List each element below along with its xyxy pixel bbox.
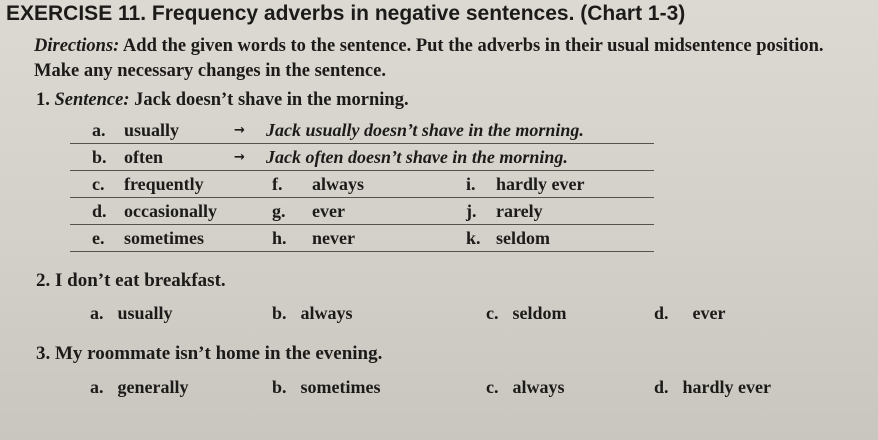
option-letter: b. [272,377,287,397]
example-a-letter: a. [92,120,106,140]
question-1-box [70,117,654,252]
question-2 [36,270,226,292]
word-letter: h. [272,228,287,248]
option [654,377,771,398]
arrow-icon: → [234,123,245,138]
word: occasionally [124,201,217,221]
question-2-text: I don’t eat breakfast. [55,270,226,291]
exercise-title: EXERCISE 11. Frequency adverbs in negative sentences. (Chart 1-3) [6,2,686,25]
option [90,303,173,324]
option-letter: a. [90,303,104,323]
option [272,303,353,324]
option-letter: d. [654,303,669,323]
example-b-letter: b. [92,147,107,167]
question-1-sentence [36,90,409,111]
example-row-a [70,117,654,144]
option-word: always [512,377,565,397]
option [654,303,725,324]
option-letter: b. [272,303,287,323]
option-word: sometimes [300,377,381,397]
word-letter: f. [272,174,283,194]
word: frequently [124,174,204,194]
option-word: ever [692,303,726,323]
directions-lead: Directions: [34,36,120,56]
example-a-word: usually [124,120,180,140]
question-1-text: Jack doesn’t shave in the morning. [129,90,409,110]
option-word: seldom [512,303,567,323]
example-b-answer: Jack often doesn’t shave in the morning. [266,147,568,167]
word-letter: j. [466,201,477,221]
option-letter: d. [654,377,669,397]
option [486,303,567,324]
example-row-b [70,144,654,171]
example-a-answer: Jack usually doesn’t shave in the morning. [266,120,584,140]
question-2-number: 2. [36,270,51,291]
arrow-icon: → [234,150,245,165]
option [90,377,188,398]
example-b-word: often [124,147,163,167]
option [272,377,381,398]
word-letter: c. [92,174,105,194]
word: ever [312,201,345,221]
option-word: generally [117,377,189,397]
option-letter: a. [90,377,104,397]
word-letter: e. [92,228,105,248]
word-letter: g. [272,201,286,221]
word-letter: i. [466,174,476,194]
directions-text: Add the given words to the sentence. Put the adverbs in their usual midsentence position. Make any necessary changes in the sentence. [34,36,824,81]
option-word: usually [117,303,173,323]
option-word: hardly ever [682,377,771,397]
word-row [70,198,654,225]
word: hardly ever [496,174,585,194]
word: always [312,174,365,194]
question-1-lead: Sentence: [54,90,130,110]
word: sometimes [124,228,204,248]
directions [34,34,866,84]
option [486,377,565,398]
question-1-number: 1. [36,90,50,110]
word-letter: k. [466,228,481,248]
word-row [70,225,654,252]
question-3-text: My roommate isn’t home in the evening. [55,343,383,364]
question-3 [36,343,382,365]
word: seldom [496,228,550,248]
word-letter: d. [92,201,107,221]
option-letter: c. [486,303,499,323]
question-3-number: 3. [36,343,51,364]
option-word: always [300,303,353,323]
word: never [312,228,355,248]
option-letter: c. [486,377,499,397]
word: rarely [496,201,543,221]
word-row [70,171,654,198]
